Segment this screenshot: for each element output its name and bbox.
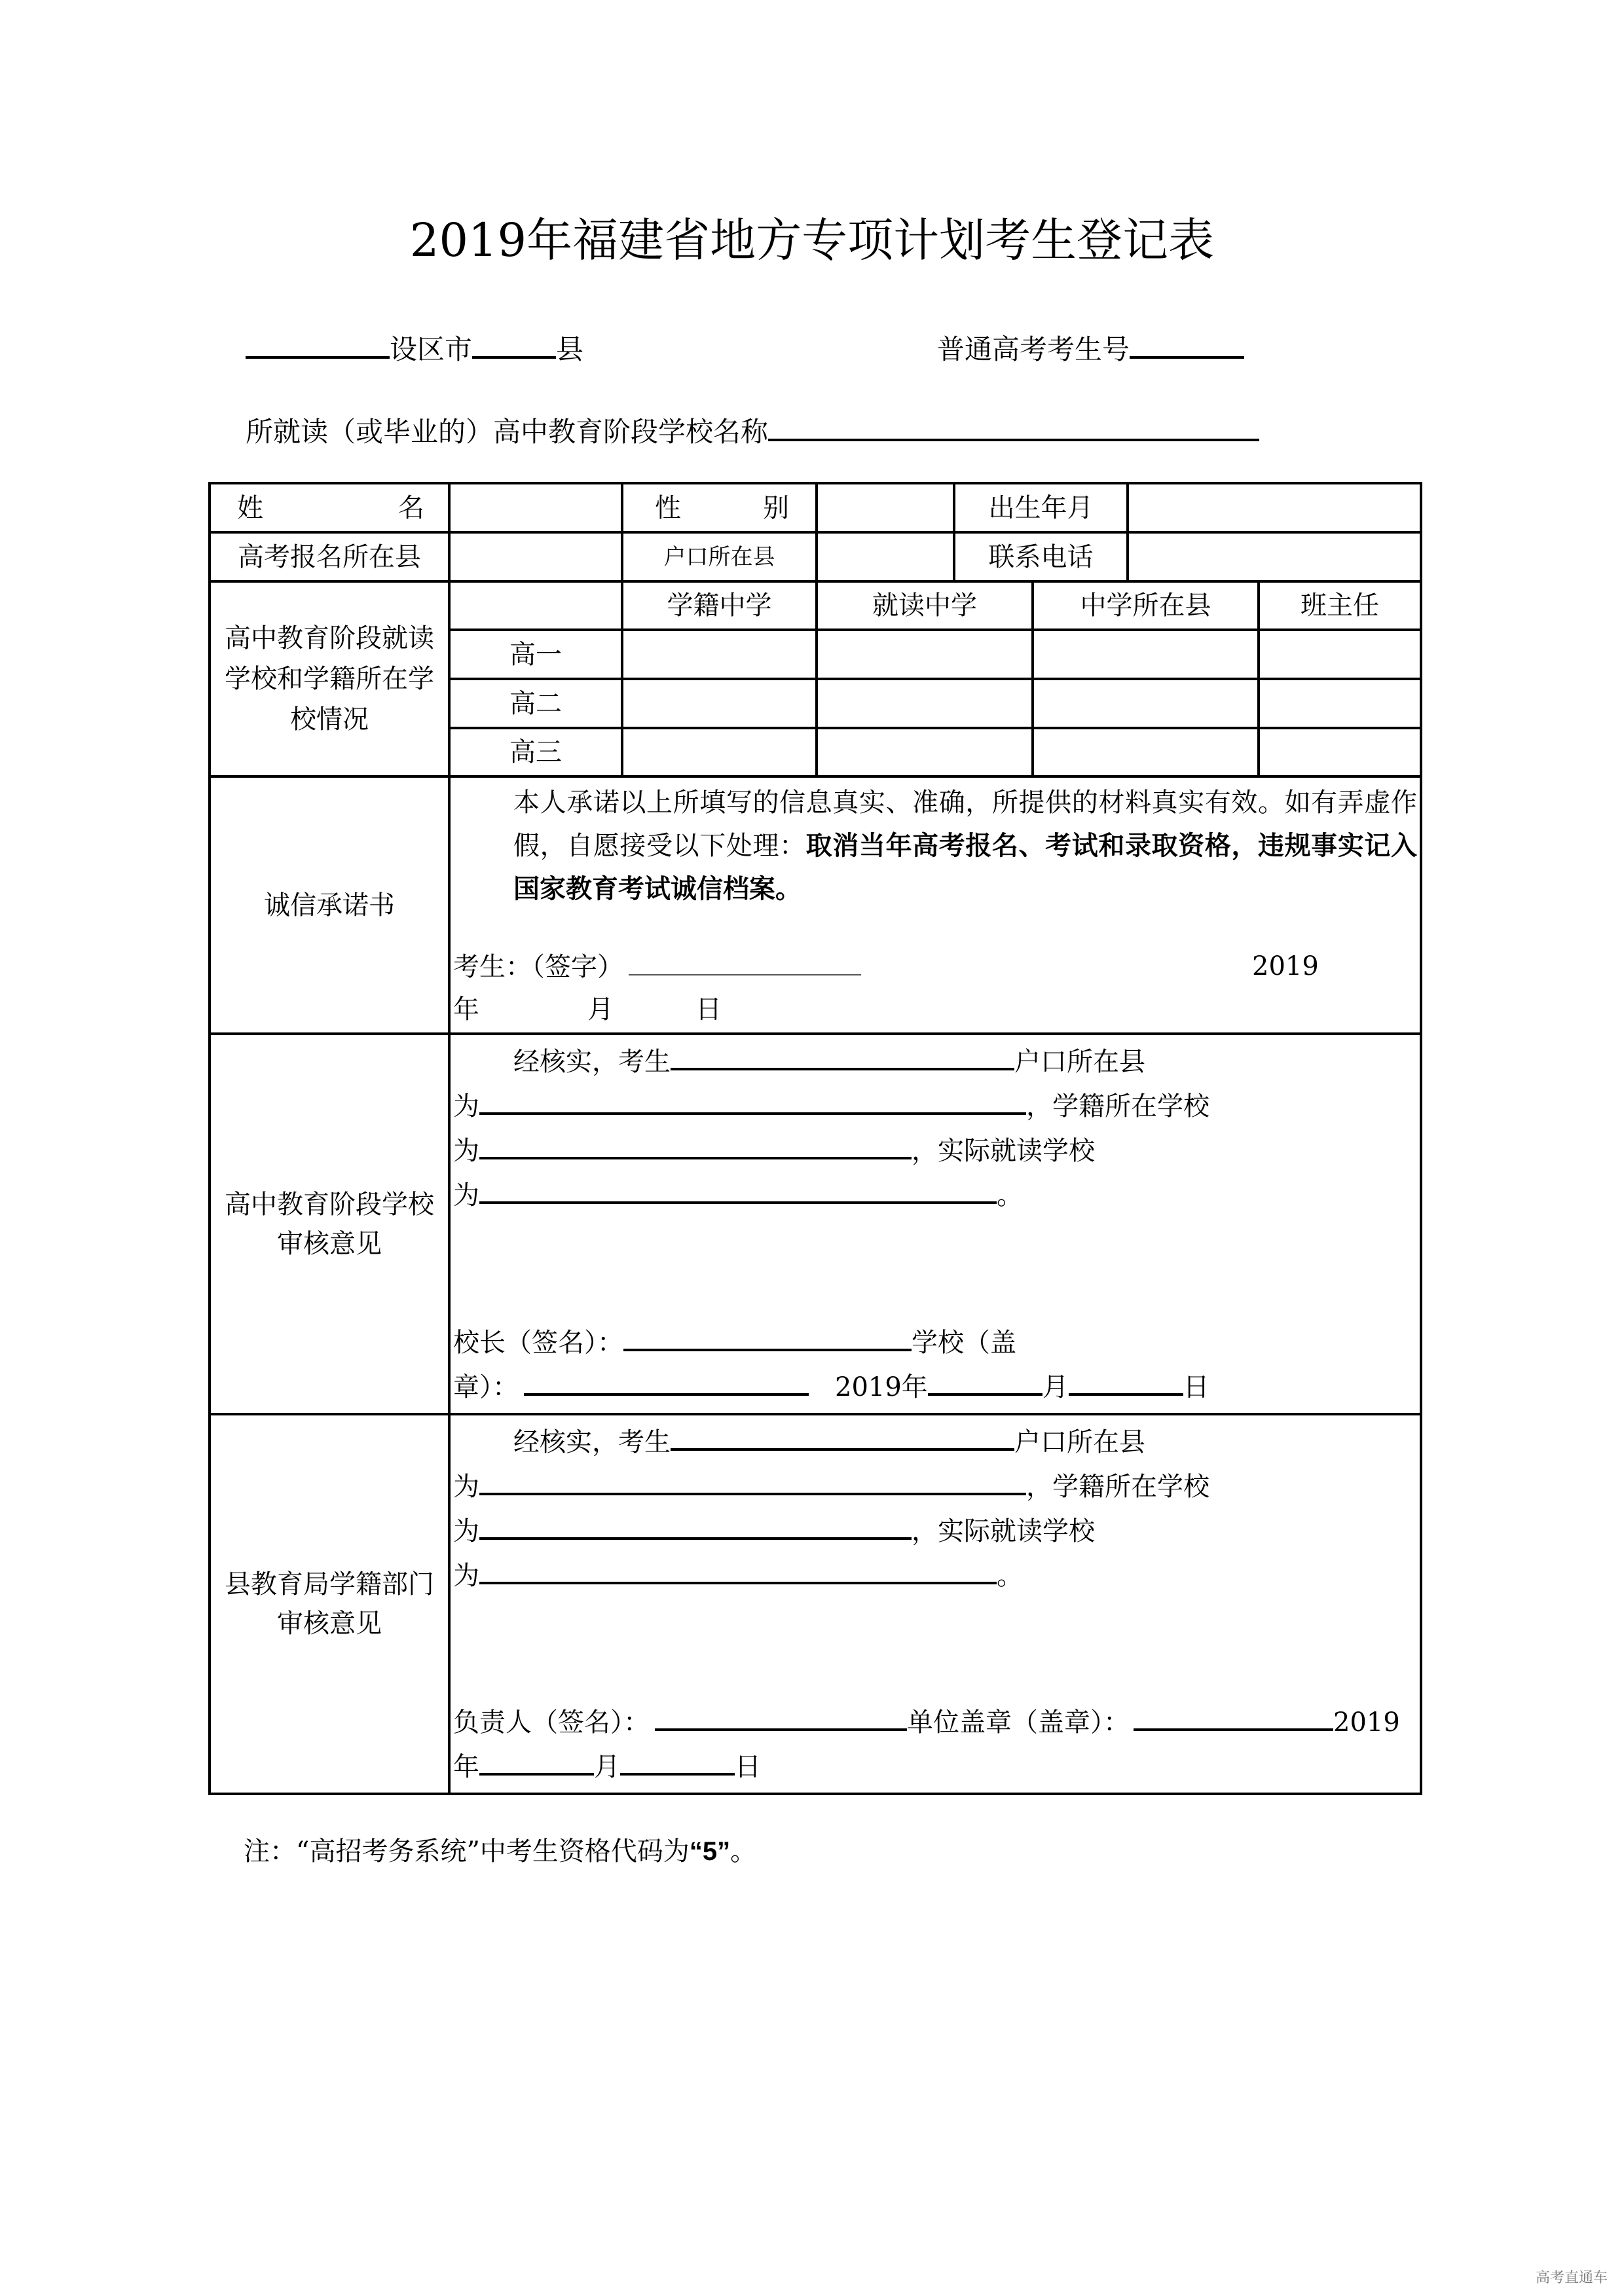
bureau-review-year: 2019 xyxy=(1333,1707,1400,1738)
region-line xyxy=(246,327,583,368)
grade2-head-teacher[interactable] xyxy=(1259,679,1421,728)
school-review-line4-suffix: 。 xyxy=(997,1180,1023,1211)
registration-table xyxy=(208,482,1422,1795)
school-review-year: 2019 xyxy=(835,1372,902,1402)
name-label-char-2: 名 xyxy=(398,492,424,523)
pledge-content xyxy=(449,776,1421,1034)
bureau-review-label-line1: 县教育局学籍部门 xyxy=(225,1569,434,1599)
bureau-review-section-label xyxy=(210,1414,449,1794)
footnote-code: “5” xyxy=(689,1837,731,1866)
school-review-line2-suffix: ，学籍所在学校 xyxy=(1026,1091,1209,1121)
school-review-section-label xyxy=(210,1034,449,1414)
grade3-attended-school[interactable] xyxy=(817,728,1033,776)
school-review-line2-prefix: 为 xyxy=(453,1091,479,1121)
gender-label-char-2: 别 xyxy=(763,492,789,523)
bureau-review-line4-prefix: 为 xyxy=(453,1561,479,1591)
bureau-review-day-blank[interactable] xyxy=(620,1744,735,1776)
name-label-cell xyxy=(210,483,449,532)
pledge-text-bold: 取消当年高考报名、考试和录取资格，违规事实记入国家教育考试诚信档案。 xyxy=(513,830,1418,904)
school-review-label-line1: 高中教育阶段学校 xyxy=(225,1189,434,1220)
bureau-review-attended-school-blank[interactable] xyxy=(479,1553,997,1584)
pledge-year: 2019 xyxy=(1252,951,1319,981)
schools-section-label: 高中教育阶段就读学校和学籍所在学校情况 xyxy=(210,581,449,776)
gender-input-cell[interactable] xyxy=(817,483,954,532)
col-header-attended-school: 就读中学 xyxy=(817,581,1033,630)
exam-number-line xyxy=(937,327,1244,368)
grade2-school-county[interactable] xyxy=(1033,679,1259,728)
county-suffix: 县 xyxy=(556,333,584,365)
school-review-signature-area xyxy=(453,1320,1417,1409)
school-stamp-label-2: 章）： xyxy=(453,1372,519,1402)
footnote-suffix: 。 xyxy=(730,1836,757,1867)
bureau-review-line1-prefix: 经核实，考生 xyxy=(513,1427,671,1457)
bureau-review-label-line2: 审核意见 xyxy=(277,1609,382,1639)
bureau-review-content xyxy=(449,1414,1421,1794)
bureau-review-line4-suffix: 。 xyxy=(997,1561,1023,1591)
pledge-text-normal: 本人承诺以上所填写的信息真实、准确，所提供的材料真实有效。如有弄虚作假，自愿接受以下处理： xyxy=(513,788,1417,861)
grade-label-1: 高一 xyxy=(449,630,622,679)
schools-corner-cell xyxy=(449,581,622,630)
bureau-review-signature-area xyxy=(453,1700,1417,1789)
pledge-section-label: 诚信承诺书 xyxy=(210,776,449,1034)
school-review-line3-prefix: 为 xyxy=(453,1136,479,1166)
col-header-school-county: 中学所在县 xyxy=(1033,581,1259,630)
name-input-cell[interactable] xyxy=(449,483,622,532)
city-suffix: 设区市 xyxy=(390,333,473,365)
grade3-school-county[interactable] xyxy=(1033,728,1259,776)
pledge-text xyxy=(453,782,1417,911)
leader-sign-label: 负责人（签名）： xyxy=(453,1707,650,1738)
bureau-review-line1-suffix: 户口所在县 xyxy=(1014,1427,1145,1457)
school-review-line4-prefix: 为 xyxy=(453,1180,479,1211)
bureau-review-day-char: 日 xyxy=(735,1752,761,1782)
principal-signature-blank[interactable] xyxy=(623,1320,912,1351)
reg-county-input-cell[interactable] xyxy=(449,532,622,581)
school-review-month-char: 月 xyxy=(1042,1372,1069,1402)
grade1-attended-school[interactable] xyxy=(817,630,1033,679)
phone-label-cell: 联系电话 xyxy=(954,532,1128,581)
exam-number-label: 普通高考考生号 xyxy=(937,333,1130,365)
school-review-label-line2: 审核意见 xyxy=(277,1228,382,1259)
grade3-enrolled-school[interactable] xyxy=(622,728,817,776)
principal-sign-label: 校长（签名）： xyxy=(453,1328,623,1358)
school-review-day-blank[interactable] xyxy=(1069,1364,1183,1396)
phone-input-cell[interactable] xyxy=(1128,532,1421,581)
pledge-day-char: 日 xyxy=(695,994,722,1025)
school-name-line xyxy=(246,410,1259,450)
col-header-enrolled-school: 学籍中学 xyxy=(622,581,817,630)
hukou-county-input-cell[interactable] xyxy=(817,532,954,581)
col-header-head-teacher: 班主任 xyxy=(1259,581,1421,630)
bureau-review-line3-suffix: ，实际就读学校 xyxy=(912,1516,1095,1546)
city-blank[interactable] xyxy=(246,327,390,359)
bureau-review-enrolled-school-blank[interactable] xyxy=(479,1508,912,1540)
pledge-sign-label: 考生：（签字） xyxy=(453,952,623,982)
birth-label-cell: 出生年月 xyxy=(954,483,1128,532)
county-blank[interactable] xyxy=(472,327,556,359)
school-review-day-char: 日 xyxy=(1183,1372,1209,1402)
school-review-candidate-blank[interactable] xyxy=(671,1039,1014,1070)
grade1-head-teacher[interactable] xyxy=(1259,630,1421,679)
bureau-review-month-char: 月 xyxy=(594,1752,620,1782)
school-review-line1-prefix: 经核实，考生 xyxy=(513,1047,671,1077)
footnote-text: 注：“高招考务系统”中考生资格代码为 xyxy=(244,1836,690,1867)
pledge-signature-area xyxy=(453,945,1417,1031)
school-review-year-char: 年 xyxy=(901,1372,928,1402)
grade-label-2: 高二 xyxy=(449,679,622,728)
pledge-month-char: 月 xyxy=(587,994,614,1025)
school-review-line1-suffix: 户口所在县 xyxy=(1014,1047,1145,1077)
grade3-head-teacher[interactable] xyxy=(1259,728,1421,776)
watermark-text: 高考直通车 xyxy=(1536,2270,1608,2286)
bureau-review-candidate-blank[interactable] xyxy=(671,1419,1014,1451)
birth-input-cell[interactable] xyxy=(1128,483,1421,532)
bureau-review-line3-prefix: 为 xyxy=(453,1516,479,1546)
gender-label-cell xyxy=(622,483,817,532)
school-stamp-label-1: 学校（盖 xyxy=(912,1328,1016,1358)
grade-label-3: 高三 xyxy=(449,728,622,776)
bureau-review-line2-suffix: ，学籍所在学校 xyxy=(1026,1472,1209,1502)
reg-county-label-cell: 高考报名所在县 xyxy=(210,532,449,581)
candidate-signature-blank[interactable] xyxy=(629,945,861,975)
grade1-enrolled-school[interactable] xyxy=(622,630,817,679)
grade1-school-county[interactable] xyxy=(1033,630,1259,679)
pledge-year-char: 年 xyxy=(453,994,479,1025)
bureau-review-month-blank[interactable] xyxy=(479,1744,594,1776)
school-review-line3-suffix: ，实际就读学校 xyxy=(912,1136,1095,1166)
form-title: 2019年福建省地方专项计划考生登记表 xyxy=(409,213,1215,267)
exam-number-blank[interactable] xyxy=(1130,327,1244,359)
footnote xyxy=(244,1833,756,1870)
leader-signature-blank[interactable] xyxy=(655,1700,907,1731)
school-name-label: 所就读（或毕业的）高中教育阶段学校名称 xyxy=(246,416,769,448)
hukou-county-label-cell: 户口所在县 xyxy=(622,532,817,581)
school-name-blank[interactable] xyxy=(768,410,1259,441)
grade2-attended-school[interactable] xyxy=(817,679,1033,728)
unit-stamp-label: 单位盖章（盖章）： xyxy=(907,1707,1130,1738)
school-review-attended-school-blank[interactable] xyxy=(479,1173,997,1204)
unit-stamp-blank[interactable] xyxy=(1134,1700,1333,1731)
bureau-review-line2-prefix: 为 xyxy=(453,1472,479,1502)
school-review-hukou-blank[interactable] xyxy=(479,1084,1026,1115)
bureau-review-hukou-blank[interactable] xyxy=(479,1464,1026,1495)
name-label-char-1: 姓 xyxy=(237,492,263,523)
school-review-month-blank[interactable] xyxy=(928,1364,1043,1396)
school-review-content xyxy=(449,1034,1421,1414)
gender-label-char-1: 性 xyxy=(655,492,681,523)
school-review-enrolled-school-blank[interactable] xyxy=(479,1128,912,1159)
school-stamp-blank[interactable] xyxy=(524,1364,809,1396)
grade2-enrolled-school[interactable] xyxy=(622,679,817,728)
bureau-review-year-char: 年 xyxy=(453,1752,479,1782)
